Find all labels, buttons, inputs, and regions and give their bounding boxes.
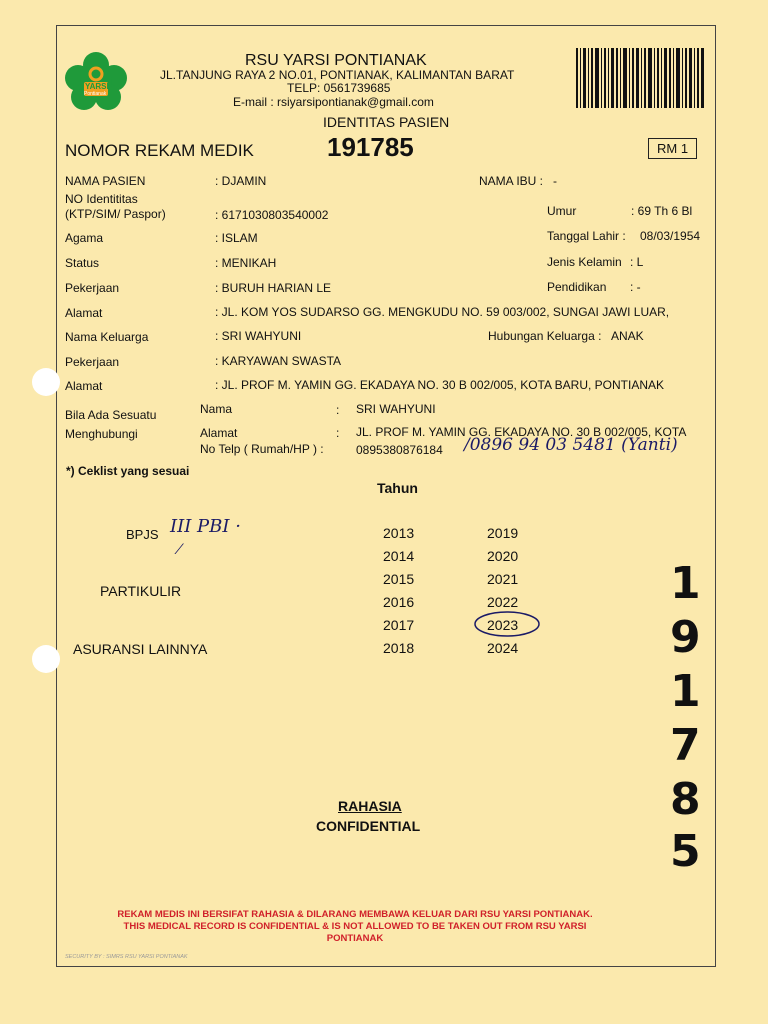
bpjs-check-mark: ⁄ [178,542,181,558]
patient-name-label: NAMA PASIEN [65,174,146,188]
religion-label: Agama [65,231,104,245]
year-2019: 2019 [487,525,519,541]
side-digit-2: 9 [670,612,701,663]
family-address-value: : JL. PROF M. YAMIN GG. EKADAYA NO. 30 B 002/005, KOTA BARU, PONTIANAK [215,378,665,392]
hospital-address: JL.TANJUNG RAYA 2 NO.01, PONTIANAK, KALIMANTAN BARAT [160,68,515,82]
year-2021: 2021 [487,571,519,587]
gender-label: Jenis Kelamin [547,255,622,269]
address-label: Alamat [65,306,103,320]
family-job-value: : KARYAWAN SWASTA [215,354,342,368]
education-label: Pendidikan [547,280,607,294]
job-value: : BURUH HARIAN LE [215,281,332,295]
contact-address-label: Alamat [200,426,238,440]
mother-name-value: - [553,174,557,188]
year-2016: 2016 [383,594,415,610]
year-2022: 2022 [487,594,519,610]
security-footer: SECURITY BY : SIMRS RSU YARSI PONTIANAK [65,954,188,960]
year-2013: 2013 [383,525,415,541]
confidential-subtitle: CONFIDENTIAL [316,818,421,834]
checklist-note: *) Ceklist yang sesuai [66,464,190,478]
side-digit-6: 5 [670,826,701,877]
year-2023: 2023 [487,617,519,633]
mother-name-label: NAMA IBU : [479,174,544,188]
religion-value: : ISLAM [215,231,258,245]
contact-phone-value: 0895380876184 [356,443,443,457]
year-2018: 2018 [383,640,415,656]
patient-name-value: : DJAMIN [215,174,267,188]
year-2017: 2017 [383,617,415,633]
status-value: : MENIKAH [215,256,277,270]
option-bpjs: BPJS [126,527,159,542]
option-asuransi: ASURANSI LAINNYA [73,641,208,657]
address-value: : JL. KOM YOS SUDARSO GG. MENGKUDU NO. 59 003/002, SUNGAI JAWI LUAR, [215,305,670,319]
contact-address-colon: : [336,426,340,440]
contact-name-colon: : [336,403,340,417]
confidential-title: RAHASIA [338,798,402,814]
relation-label: Hubungan Keluarga : [488,329,602,343]
option-partikulir: PARTIKULIR [100,583,182,599]
side-digit-4: 7 [670,720,701,771]
id-label-1: NO Identititas [65,192,138,206]
section-title: IDENTITAS PASIEN [323,114,450,130]
gender-value: : L [630,255,644,269]
contact-name-value: SRI WAHYUNI [356,402,436,416]
family-name-label: Nama Keluarga [65,330,149,344]
barcode-icon [576,48,704,108]
family-job-label: Pekerjaan [65,355,120,369]
year-2020: 2020 [487,548,519,564]
warning-line-2: THIS MEDICAL RECORD IS CONFIDENTIAL & IS NOT ALLOWED TO BE TAKEN OUT FROM RSU YARSI [123,921,587,932]
side-digit-1: 1 [670,558,701,609]
side-digit-3: 1 [670,666,701,717]
relation-value: ANAK [611,329,644,343]
family-address-label: Alamat [65,379,103,393]
contact-phone-handwritten: /0896 94 03 5481 (Yanti) [464,435,678,455]
age-label: Umur [547,204,577,218]
contact-address-value: JL. PROF M. YAMIN GG. EKADAYA NO. 30 B 002/005, KOTA [356,425,687,439]
logo-subtext: Pontianak [84,91,107,97]
family-name-value: : SRI WAHYUNI [215,329,302,343]
punch-hole-top [32,368,60,396]
job-label: Pekerjaan [65,281,120,295]
logo-text: YARSI [85,82,109,91]
warning-line-1: REKAM MEDIS INI BERSIFAT RAHASIA & DILARANG MEMBAWA KELUAR DARI RSU YARSI PONTIANAK. [117,909,593,920]
contact-label-1: Bila Ada Sesuatu [65,408,157,422]
punch-hole-bottom [32,645,60,673]
side-digit-5: 8 [670,774,701,825]
year-2015: 2015 [383,571,415,587]
form-code-badge: RM 1 [648,138,697,159]
contact-name-label: Nama [200,402,233,416]
year-2014: 2014 [383,548,415,564]
dob-value: 08/03/1954 [640,229,701,243]
hospital-email: E-mail : rsiyarsipontianak@gmail.com [233,95,434,109]
bpjs-handwritten-note: III PBI · [170,516,241,537]
contact-label-2: Menghubungi [65,427,138,441]
hospital-name: RSU YARSI PONTIANAK [245,52,427,69]
status-label: Status [65,256,100,270]
id-label-2: (KTP/SIM/ Paspor) [65,207,166,221]
contact-phone-label: No Telp ( Rumah/HP ) : [200,442,324,456]
record-number: 191785 [327,132,414,162]
hospital-phone: TELP: 0561739685 [287,81,391,95]
id-value: : 6171030803540002 [215,208,329,222]
record-number-label: NOMOR REKAM MEDIK [65,141,254,160]
warning-line-3: PONTIANAK [326,933,384,944]
year-heading: Tahun [377,480,418,496]
education-value: : - [630,280,641,294]
circled-year-mark [472,608,544,640]
age-value: : 69 Th 6 Bl [631,204,693,218]
dob-label: Tanggal Lahir : [547,229,626,243]
year-2024: 2024 [487,640,519,656]
